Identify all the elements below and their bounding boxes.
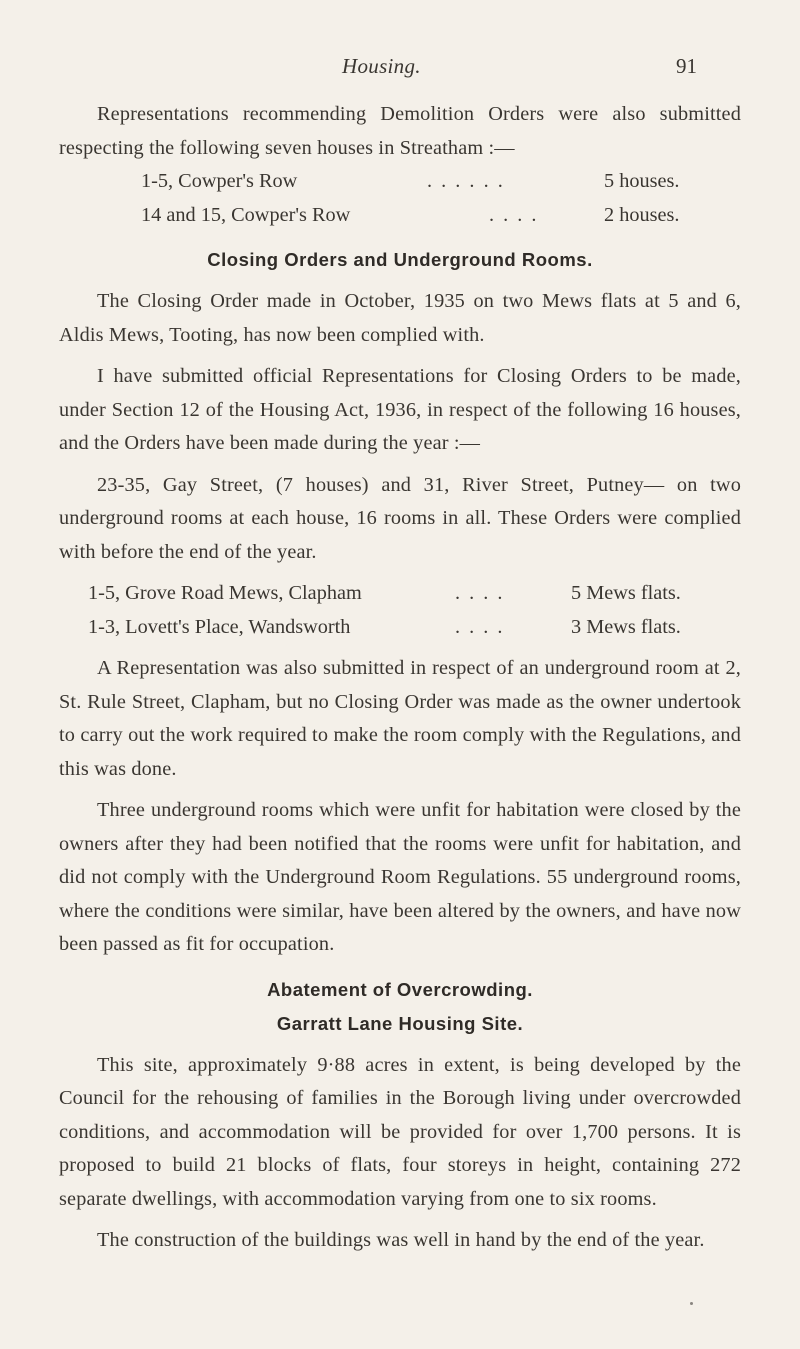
list-item-name: 1-5, Cowper's Row [141,170,298,192]
list-item-quantity: 2 houses. [604,203,680,226]
leader-dots: . . . . [455,582,505,604]
list-item-quantity: 3 Mews flats. [571,615,681,638]
list-item [59,577,741,611]
list-item [59,611,741,645]
closing-paragraph-3: 23-35, Gay Street, (7 houses) and 31, River Street, Putney— on two underground rooms at each house, 16 rooms in all. These Orders were complied with before the end of the year. [59,473,741,563]
page-header [0,50,800,80]
list-item-name: 1-3, Lovett's Place, Wandsworth [88,615,351,638]
list-item [59,199,741,233]
leader-dots: . . . . [489,203,539,226]
closing-paragraph-2: I have submitted official Representations for Closing Orders to be made, under Section 12 of the Housing Act, 1936, in respect of the following 16 houses, and the Orders have been made during the year :— [59,365,741,454]
paper-speck [690,1302,693,1305]
overcrowding-paragraph-2: The construction of the buildings was well in hand by the end of the year. [97,1229,705,1251]
list-item-name: 1-5, Grove Road Mews, Clapham [88,582,362,604]
intro-paragraph: Representations recommending Demolition Orders were also submitted respecting the following seven houses in Streatham :— [59,103,741,159]
list-item-quantity: 5 houses. [604,170,680,192]
page-number: 91 [676,54,697,78]
section-heading-overcrowding: Abatement of Overcrowding. [267,978,533,1000]
closing-paragraph-1: The Closing Order made in October, 1935 on two Mews flats at 5 and 6, Aldis Mews, Tooting, has now been complied with. [59,290,741,346]
list-item [59,165,741,199]
section-heading-closing-orders: Closing Orders and Underground Rooms. [207,249,593,270]
overcrowding-paragraph-1: This site, approximately 9·88 acres in extent, is being developed by the Council for the rehousing of families in the Borough living under overcrowded conditions, and accommodation will be provided for over 1,700 persons. It is proposed to build 21 blocks of flats, four storeys in height, containing 272 separate dwellings, with accommodation varying from one to six rooms. [59,1053,741,1210]
leader-dots: . . . . [455,615,505,638]
subsection-heading-garratt-lane: Garratt Lane Housing Site. [276,1012,524,1034]
running-title: Housing. [342,54,421,78]
list-item-name: 14 and 15, Cowper's Row [141,203,351,226]
list-item-quantity: 5 Mews flats. [571,582,681,604]
closing-paragraph-4: A Representation was also submitted in respect of an underground room at 2, St. Rule Street, Clapham, but no Closing Order was made as the owner undertook to carry out the work required to make the room comply with the Regulations, and this was done. [59,657,741,780]
leader-dots: . . . . . . [427,170,505,192]
page-body [59,98,741,1258]
closing-paragraph-5: Three underground rooms which were unfit for habitation were closed by the owners after they had been notified that the rooms were unfit for habitation, and did not comply with the Underground Room Regulations. 55 underground rooms, where the conditions were similar, have been altered by the owners, and have now been passed as fit for occupation. [59,799,741,955]
